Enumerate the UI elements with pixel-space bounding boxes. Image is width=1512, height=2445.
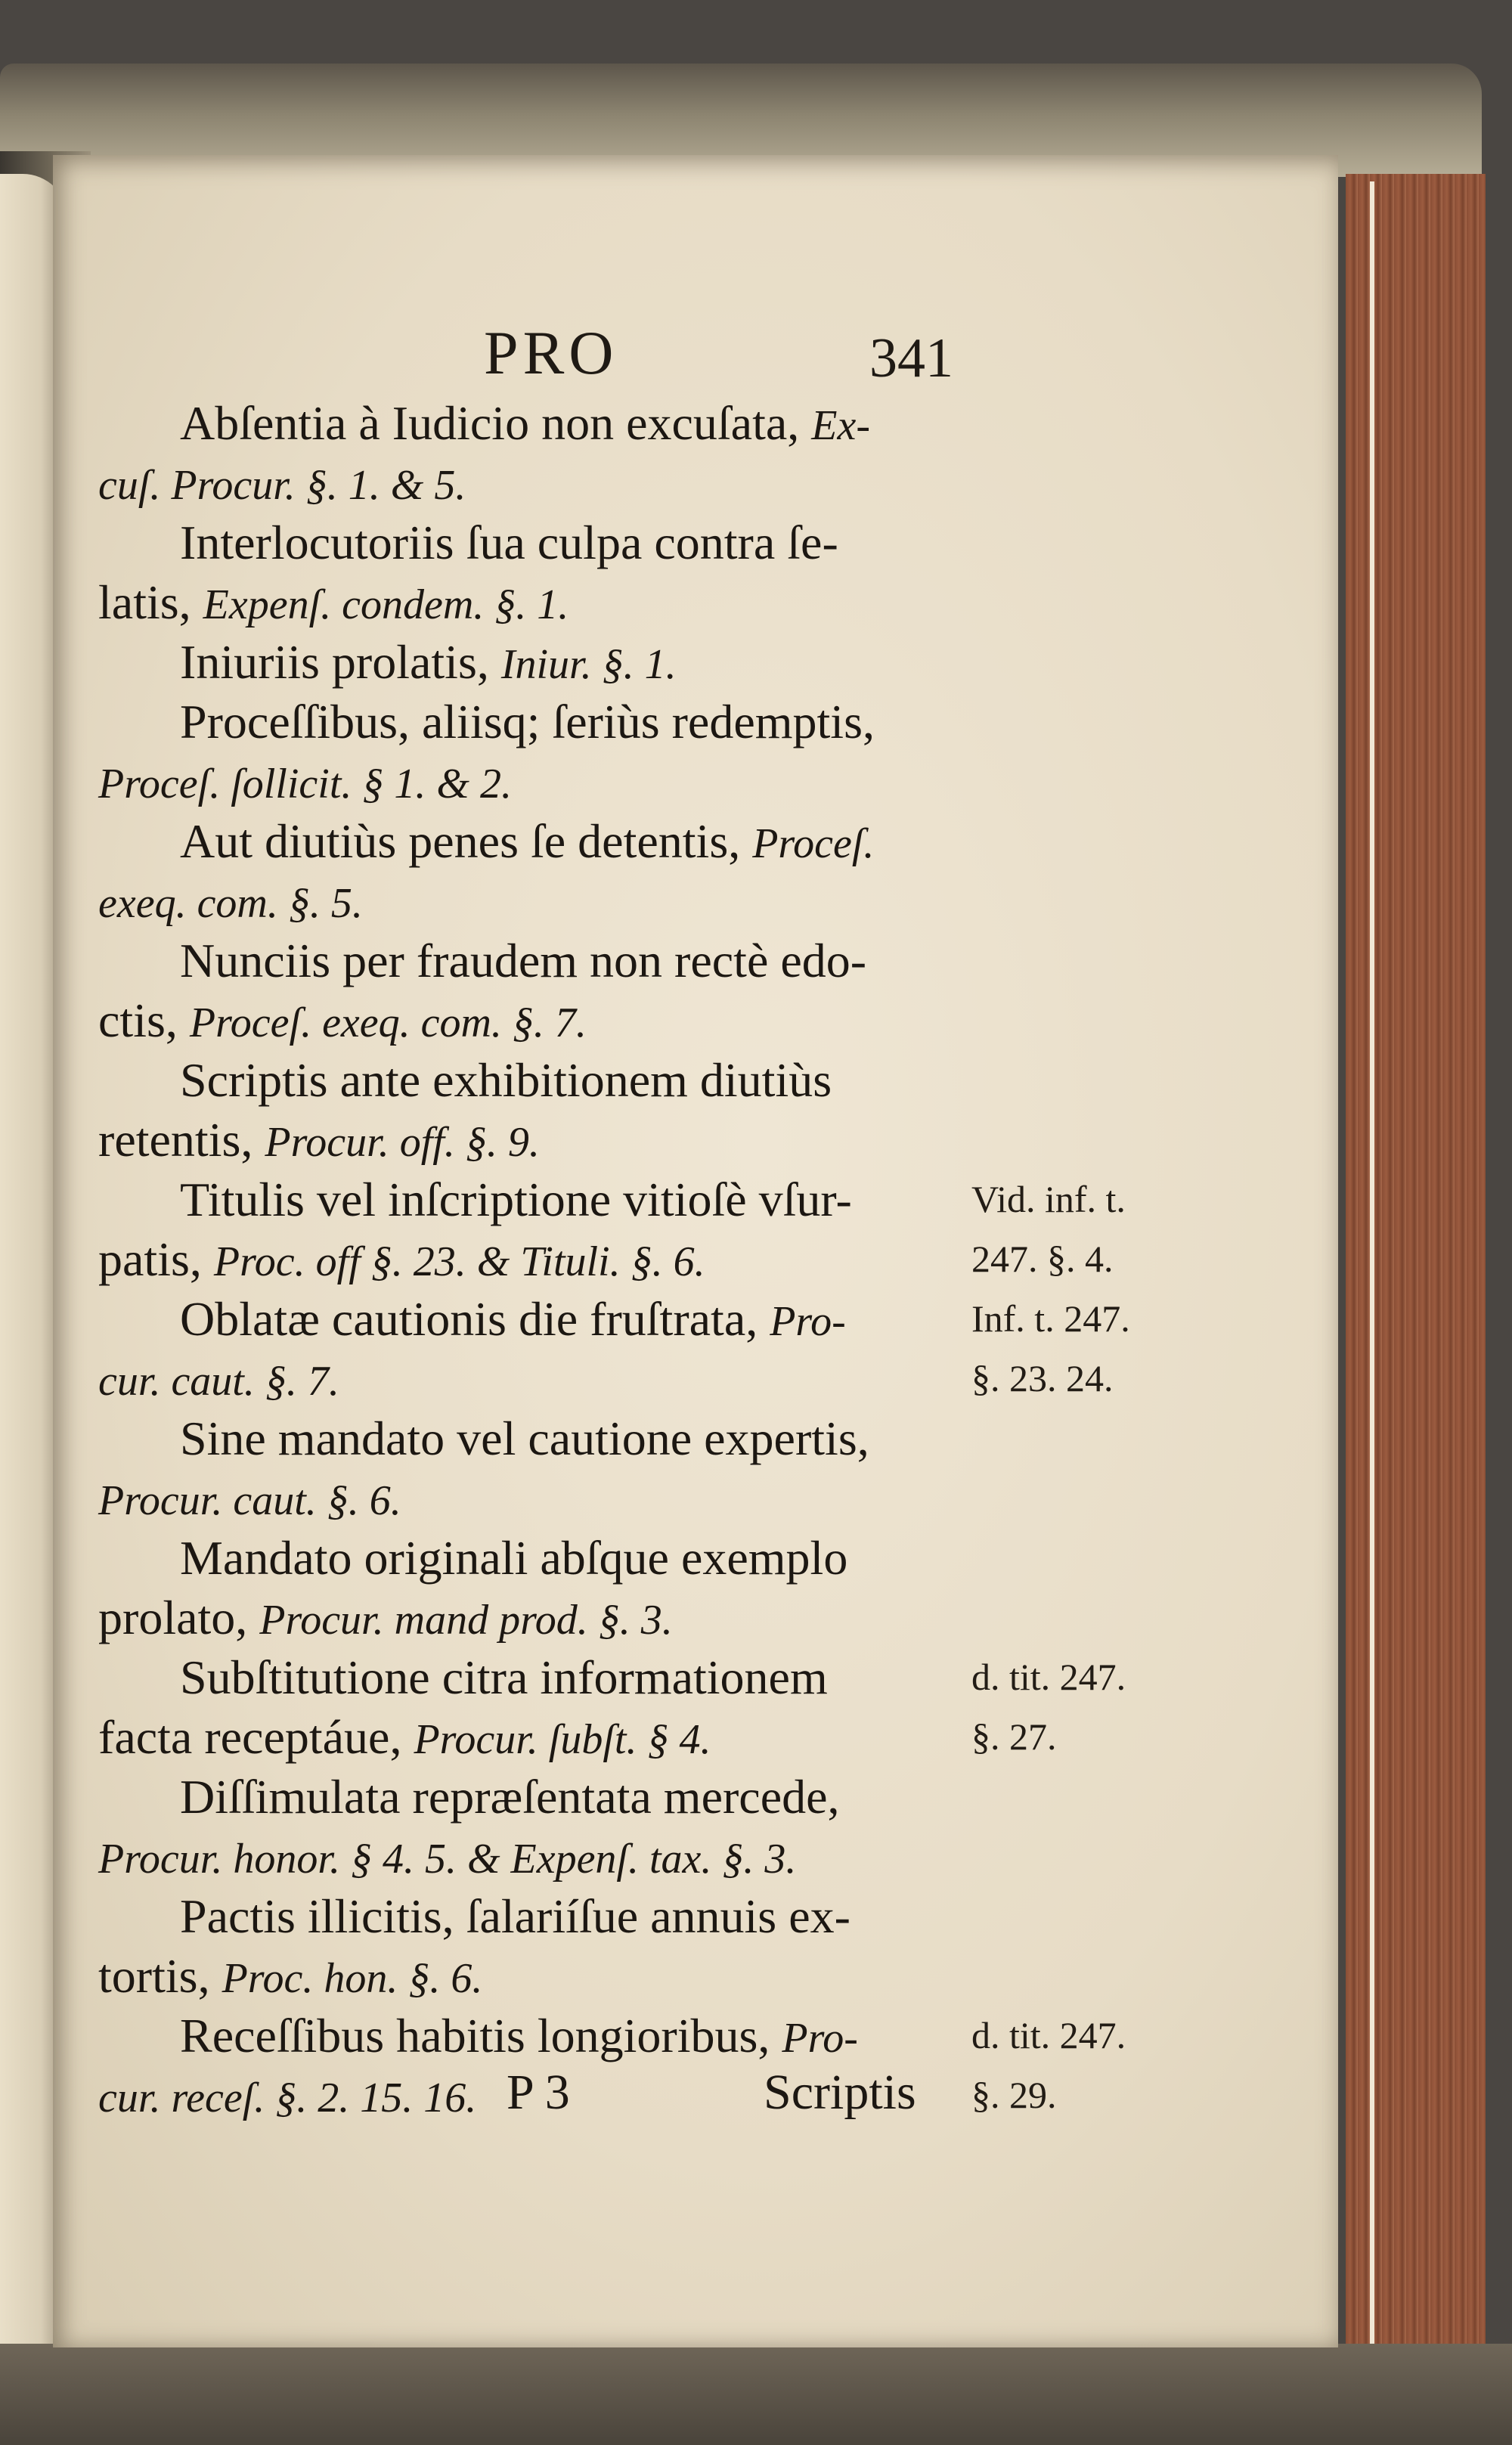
entry-term: ctis, [98, 993, 190, 1047]
entry-term: Subſtitutione citra informationem [180, 1650, 828, 1704]
entry-term: Interlocutoriis ſua culpa contra ſe- [180, 516, 838, 569]
entry-reference: cur. caut. §. 7. [98, 1358, 339, 1405]
entry-line [98, 1528, 1323, 1588]
entry-term: Iniuriis prolatis, [180, 635, 501, 689]
entry-term: Mandato originali abſque exemplo [180, 1531, 848, 1585]
entry-reference: Pro- [770, 1298, 846, 1345]
entry-reference: cur. receſ. §. 2. 15. 16. [98, 2075, 477, 2121]
entry-line [98, 990, 1323, 1050]
entry-text [98, 1229, 705, 1292]
entry-term: latis, [98, 575, 203, 629]
entry-text [98, 1110, 540, 1173]
entry-reference: Procur. honor. § 4. 5. & Expenſ. tax. §. 3. [98, 1836, 797, 1883]
index-entry [98, 1528, 1323, 1647]
entry-text [180, 1647, 828, 1710]
margin-note: §. 23. 24. [971, 1357, 1114, 1399]
index-entry [98, 1767, 1323, 1886]
index-entry [98, 632, 1323, 692]
entry-reference: Ex- [811, 402, 870, 449]
entry-term: Abſentia à Iudicio non excuſata, [180, 396, 812, 450]
index-entry [98, 513, 1323, 632]
entry-line [98, 1110, 1323, 1170]
entry-line [98, 1050, 1323, 1110]
margin-note: 247. §. 4. [971, 1238, 1114, 1280]
entry-text [98, 1468, 401, 1531]
entry-line [98, 871, 1323, 931]
entry-term: Diſſimulata repræſentata mercede, [180, 1770, 840, 1824]
entry-term: Sine mandato vel cautione expertis, [180, 1412, 869, 1465]
entry-text [180, 513, 838, 575]
entry-reference: Procur. ſubſt. § 4. [414, 1716, 711, 1763]
entry-text [98, 1588, 673, 1650]
entry-reference: Proceſ. ſollicit. § 1. & 2. [98, 761, 512, 807]
entry-reference: Proceſ. exeq. com. §. 7. [189, 999, 587, 1046]
entry-line [98, 453, 1323, 513]
entry-text [180, 1767, 840, 1830]
entry-line [98, 1886, 1323, 1946]
margin-note: Vid. inf. t. [971, 1178, 1126, 1220]
entry-text [180, 1170, 852, 1232]
entry-reference: cuſ. Procur. §. 1. & 5. [98, 462, 466, 509]
entry-term: Titulis vel inſcriptione vitioſè vſur- [180, 1173, 852, 1226]
entry-text [180, 811, 874, 874]
entry-text [98, 871, 363, 934]
entry-text [180, 1289, 846, 1352]
signature-mark: P 3 [507, 2065, 570, 2120]
index-entry [98, 1050, 1323, 1170]
entry-term: Nunciis per fraudem non rectè edo- [180, 934, 867, 987]
entry-term: Aut diutiùs penes ſe detentis, [180, 814, 753, 868]
margin-note: §. 27. [971, 1715, 1057, 1758]
entry-line [98, 751, 1323, 811]
entry-line [98, 1647, 1323, 1707]
entry-term: Scriptis ante exhibitionem diutiùs [180, 1053, 832, 1107]
index-entry [98, 1170, 1323, 1289]
entry-term: prolato, [98, 1591, 260, 1644]
entry-reference: Procur. mand prod. §. 3. [259, 1597, 673, 1644]
entry-reference: Procur. caut. §. 6. [98, 1477, 401, 1524]
entry-reference: Proc. hon. §. 6. [222, 1955, 483, 2002]
entry-line [98, 1170, 1323, 1229]
index-entry [98, 931, 1323, 1050]
entry-line [98, 1289, 1323, 1349]
entry-line [98, 1588, 1323, 1647]
page-header [0, 318, 1058, 401]
entry-text [180, 1886, 850, 1949]
index-entry [98, 811, 1323, 931]
entry-text [180, 2006, 858, 2068]
entry-line [98, 931, 1323, 990]
entry-line [98, 1946, 1323, 2006]
entry-text [98, 1707, 711, 1770]
entry-text [98, 572, 569, 635]
entry-text [98, 1349, 339, 1412]
entry-line [98, 1408, 1323, 1468]
entry-term: Receſſibus habitis longioribus, [180, 2009, 782, 2062]
entry-term: Oblatæ cautionis die fruſtrata, [180, 1292, 770, 1346]
entry-line [98, 1767, 1323, 1827]
entry-text [180, 692, 875, 755]
entry-reference: Expenſ. condem. §. 1. [203, 581, 569, 628]
entry-reference: Proc. off §. 23. & Tituli. §. 6. [213, 1238, 705, 1285]
page-number: 341 [869, 327, 953, 389]
entry-reference: exeq. com. §. 5. [98, 880, 363, 927]
entry-text [98, 453, 466, 516]
entry-line [98, 1707, 1323, 1767]
entry-line [98, 1827, 1323, 1886]
margin-note: Inf. t. 247. [971, 1297, 1130, 1340]
entry-reference: Pro- [782, 2015, 858, 2062]
index-entry [98, 393, 1323, 513]
entry-line [98, 2006, 1323, 2065]
entry-term: patis, [98, 1232, 214, 1286]
entry-text [98, 990, 587, 1053]
margin-note: d. tit. 247. [971, 1656, 1126, 1698]
running-head: PRO [484, 318, 618, 387]
margin-note: §. 29. [971, 2074, 1057, 2116]
entry-line [98, 1468, 1323, 1528]
entry-line [98, 1229, 1323, 1289]
entry-text [98, 1827, 796, 1889]
catchword: Scriptis [764, 2065, 916, 2120]
entry-line [98, 572, 1323, 632]
index-entry [98, 1886, 1323, 2006]
page-block-edges [1346, 174, 1486, 2366]
index-entry [98, 1408, 1323, 1528]
entry-text [180, 632, 677, 695]
entry-text [180, 1050, 832, 1113]
entry-text [180, 931, 866, 993]
index-entry [98, 692, 1323, 811]
margin-note: d. tit. 247. [971, 2014, 1126, 2056]
page-footer [0, 2064, 1058, 2132]
entry-text [98, 1946, 482, 2009]
index-entry [98, 1289, 1323, 1408]
entry-line [98, 513, 1323, 572]
entry-text [180, 1528, 847, 1591]
entry-term: Pactis illicitis, ſalariíſue annuis ex- [180, 1889, 850, 1943]
index-entries [98, 393, 1323, 2125]
entry-term: retentis, [98, 1113, 265, 1167]
entry-line [98, 692, 1323, 751]
entry-reference: Procur. off. §. 9. [265, 1119, 540, 1166]
entry-reference: Proceſ. [752, 820, 875, 867]
index-entry [98, 1647, 1323, 1767]
entry-reference: Iniur. §. 1. [500, 641, 677, 688]
entry-line [98, 811, 1323, 871]
page-edge-line [1370, 181, 1374, 2351]
entry-text [180, 393, 870, 456]
entry-text [98, 751, 512, 814]
entry-term: tortis, [98, 1949, 222, 2003]
entry-text [180, 1408, 869, 1471]
entry-term: Proceſſibus, aliisq; ſeriùs redemptis, [180, 695, 875, 748]
bottom-shadow [0, 2344, 1512, 2445]
entry-line [98, 632, 1323, 692]
entry-line [98, 393, 1323, 453]
entry-term: facta receptáue, [98, 1710, 414, 1764]
entry-line [98, 1349, 1323, 1408]
